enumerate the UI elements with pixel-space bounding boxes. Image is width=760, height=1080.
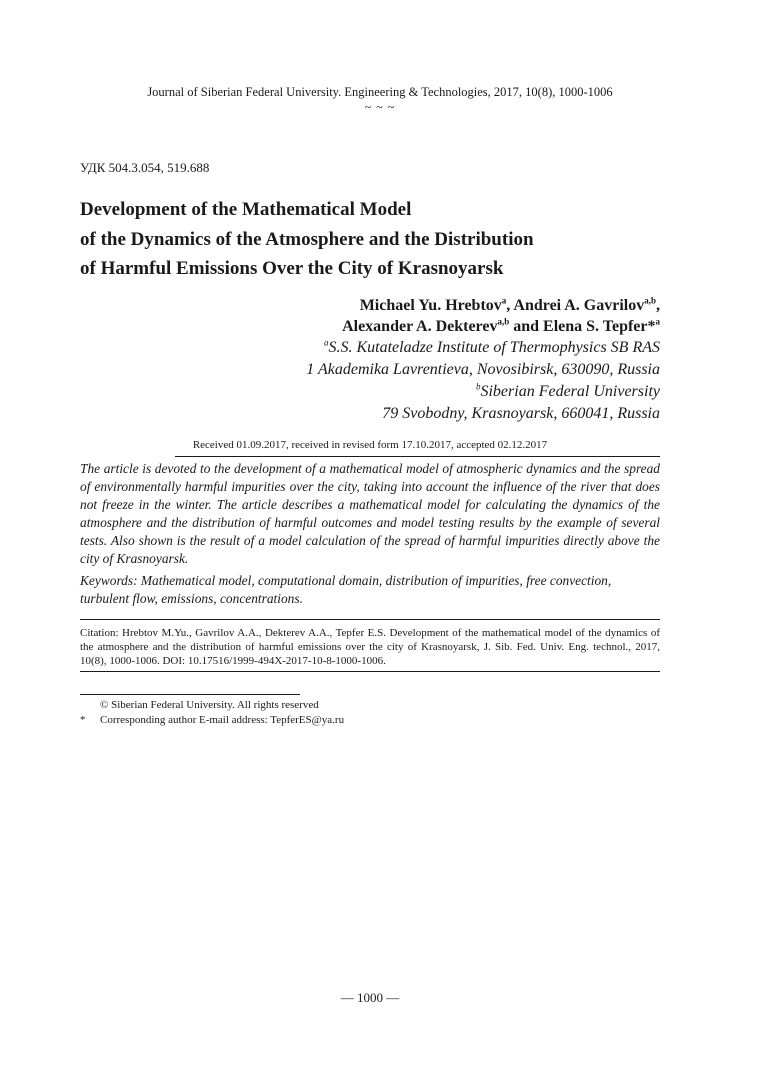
header-separator: ~ ~ ~ xyxy=(364,100,396,114)
author-line: Alexander A. Dekterev$^{a,b}$ and Elena S. Tepfer*$^a$ xyxy=(342,316,660,335)
title-line: Development of the Mathematical Model xyxy=(80,199,412,220)
article-title xyxy=(80,195,680,284)
author-name: Andrei A. Gavrilov xyxy=(513,297,645,314)
title-line: of the Dynamics of the Atmosphere and the Distribution xyxy=(80,228,534,250)
affiliation-mark: a xyxy=(323,337,329,348)
author-affiliation-mark: a,b xyxy=(497,316,510,327)
footnote-mark xyxy=(80,698,100,713)
author-line: Michael Yu. Hrebtov$^a$, Andrei A. Gavrilov$^{a,b}$, xyxy=(359,295,660,314)
udk-code: УДК 504.3.054, 519.688 xyxy=(80,160,210,175)
affiliation-address: 79 Svobodny, Krasnoyarsk, 660041, Russia xyxy=(382,405,660,422)
footnotes xyxy=(80,698,344,728)
author-affiliation-mark: a xyxy=(655,316,660,327)
divider xyxy=(175,456,660,457)
affiliation-name: $^b$Siberian Federal University xyxy=(475,381,660,400)
affiliations xyxy=(306,337,660,425)
footnote-copyright xyxy=(80,698,344,713)
author-affiliation-mark: a xyxy=(501,295,507,306)
footnote-text: © Siberian Federal University. All rights reserved xyxy=(100,699,319,711)
affiliation-address: 1 Akademika Lavrentieva, Novosibirsk, 630090, Russia xyxy=(306,361,660,378)
title-line: of Harmful Emissions Over the City of Krasnoyarsk xyxy=(80,258,504,279)
abstract: The article is devoted to the development of a mathematical model of atmospheric dynamics and the spread of environmentally harmful impurities over the city, taking into account the influence of the river that does not freeze in the winter. The article describes a mathematical model for calculating the dynamics of the atmosphere and the distribution of harmful outcomes and model testing results by the example of several tests. Also shown is the result of a model calculation of the spread of harmful impurities directly above the city of Krasnoyarsk. xyxy=(80,461,660,566)
divider xyxy=(80,671,660,672)
author-name: Michael Yu. Hrebtov xyxy=(359,297,502,314)
author-name: Elena S. Tepfer* xyxy=(543,318,656,335)
author-list xyxy=(342,295,660,337)
divider xyxy=(80,619,660,620)
received-dates: Received 01.09.2017, received in revised form 17.10.2017, accepted 02.12.2017 xyxy=(192,439,548,451)
citation: Citation: Hrebtov M.Yu., Gavrilov A.A., Dekterev A.A., Tepfer E.S. Development of the mathematical model of the dynamics of the atmosphere and the distribution of harmful emissions over the city of Krasnoyarsk, J. Sib. Fed. Univ. Eng. technol., 2017, 10(8), 1000-1006. DOI: 10.17516/1999-494X-2017-10-8-1000-1006. xyxy=(80,627,660,667)
footnote-corresponding xyxy=(80,713,344,728)
footnote-text: Corresponding author E-mail address: TepferES@ya.ru xyxy=(100,714,345,726)
page-number: — 1000 — xyxy=(340,990,400,1005)
author-name: Alexander A. Dekterev xyxy=(342,318,498,335)
author-affiliation-mark: a,b xyxy=(644,295,656,306)
affiliation-mark: b xyxy=(475,381,481,392)
keywords: Keywords: Mathematical model, computational domain, distribution of impurities, free convection, turbulent flow, emissions, concentrations. xyxy=(80,573,612,606)
affiliation-name: $^a$S.S. Kutateladze Institute of Thermophysics SB RAS xyxy=(323,337,660,356)
journal-header: Journal of Siberian Federal University. Engineering & Technologies, 2017, 10(8), 1000-1006 xyxy=(147,85,613,99)
footnote-divider xyxy=(80,694,300,695)
footnote-mark: * xyxy=(80,714,86,726)
